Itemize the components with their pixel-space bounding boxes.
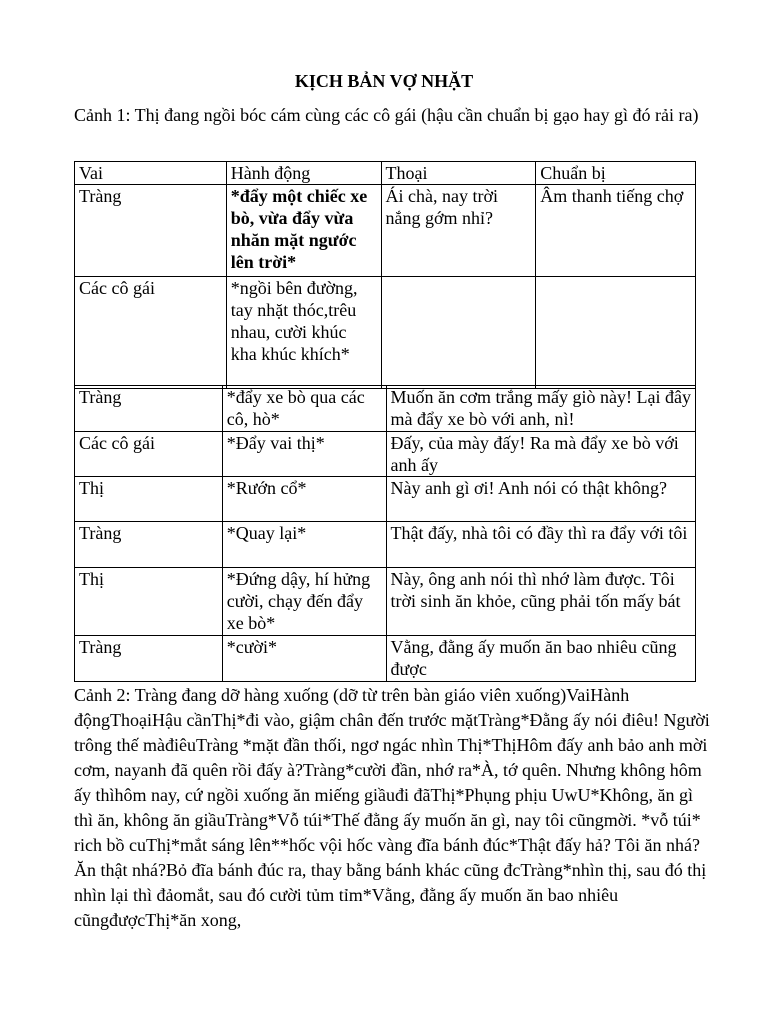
table-row: [75, 568, 696, 636]
cell-role: Tràng: [75, 522, 223, 568]
cell-dialogue: [381, 277, 536, 389]
cell-action: *Quay lại*: [222, 522, 386, 568]
script-table-1: [74, 161, 696, 389]
cell-dialogue: Này anh gì ơi! Anh nói có thật không?: [386, 477, 695, 522]
cell-prep: [536, 277, 696, 389]
cell-prep: Âm thanh tiếng chợ: [536, 185, 696, 277]
header-hanh-dong: Hành động: [226, 162, 381, 185]
header-vai: Vai: [75, 162, 227, 185]
table-row: [75, 636, 696, 682]
cell-action: *ngồi bên đường, tay nhặt thóc,trêu nhau, cười khúc kha khúc khích*: [226, 277, 381, 389]
cell-action: *đẩy xe bò qua các cô, hò*: [222, 386, 386, 432]
cell-role: Thị: [75, 568, 223, 636]
cell-action: *Đứng dậy, hí hửng cười, chạy đến đẩy xe bò*: [222, 568, 386, 636]
cell-action: *Đẩy vai thị*: [222, 432, 386, 477]
scene-2-text: Cảnh 2: Tràng đang dỡ hàng xuống (dỡ từ trên bàn giáo viên xuống)VaiHành độngThoạiHậu cầnThị*đi vào, giậm chân đến trước mặtTràng*Đằng ấy nói điêu! Người trông thế màđiêuTràng *mặt đần thối, ngơ ngác nhìn Thị*ThịHôm đấy anh bảo anh mời cơm, nayanh đã quên rồi đấy à?Tràng*cười đần, nhớ ra*À, tớ quên. Nhưng không hôm ấy thìhôm nay, cứ ngồi xuống ăn miếng giầuđi đãThị*Phụng phịu UwU*Không, ăn gì thì ăn, không ăn giầuTràng*Vỗ túi*Thế đằng ấy muốn ăn gì, nay tôi cũngmời. *vỗ túi* rich bồ cuThị*mắt sáng lên**hốc vội hốc vàng đĩa bánh đúc*Thật đấy hả? Tôi ăn nhá? Ăn thật nhá?Bỏ đĩa bánh đúc ra, thay bằng bánh khác cũng đcTràng*nhìn thị, sau đó thị nhìn lại thì đảomắt, sau đó cười tủm tỉm*Vằng, đằng ấy muốn ăn bao nhiêu cũngđượcThị*ăn xong,: [74, 685, 710, 930]
scene-1-intro: Cảnh 1: Thị đang ngồi bóc cám cùng các cô gái (hậu cần chuẩn bị gạo hay gì đó rải ra): [74, 105, 699, 125]
cell-role: Tràng: [75, 636, 223, 682]
cell-role: Các cô gái: [75, 277, 227, 389]
cell-dialogue: Thật đấy, nhà tôi có đầy thì ra đẩy với tôi: [386, 522, 695, 568]
header-chuan-bi: Chuẩn bị: [536, 162, 696, 185]
cell-action: *cười*: [222, 636, 386, 682]
cell-role: Các cô gái: [75, 432, 223, 477]
cell-dialogue: Muốn ăn cơm trắng mấy giò này! Lại đây mà đẩy xe bò với anh, nì!: [386, 386, 695, 432]
table-row: [75, 386, 696, 432]
table-row: [75, 522, 696, 568]
table-row: [75, 185, 696, 277]
cell-dialogue: Này, ông anh nói thì nhớ làm được. Tôi trời sinh ăn khỏe, cũng phải tốn mấy bát: [386, 568, 695, 636]
header-thoai: Thoại: [381, 162, 536, 185]
table-row: [75, 432, 696, 477]
cell-dialogue: Vằng, đằng ấy muốn ăn bao nhiêu cũng được: [386, 636, 695, 682]
cell-dialogue: Ái chà, nay trời nắng gớm nhỉ?: [381, 185, 536, 277]
cell-role: Tràng: [75, 185, 227, 277]
cell-role: Tràng: [75, 386, 223, 432]
cell-dialogue: Đấy, của mày đấy! Ra mà đẩy xe bò với anh ấy: [386, 432, 695, 477]
table-header-row: [75, 162, 696, 185]
table-row: [75, 277, 696, 389]
script-table-2: [74, 385, 696, 682]
document-title: KỊCH BẢN VỢ NHẶT: [294, 71, 474, 91]
cell-action: *Rướn cổ*: [222, 477, 386, 522]
table-row: [75, 477, 696, 522]
cell-role: Thị: [75, 477, 223, 522]
cell-action: *đẩy một chiếc xe bò, vừa đẩy vừa nhăn mặt ngước lên trời*: [226, 185, 381, 277]
